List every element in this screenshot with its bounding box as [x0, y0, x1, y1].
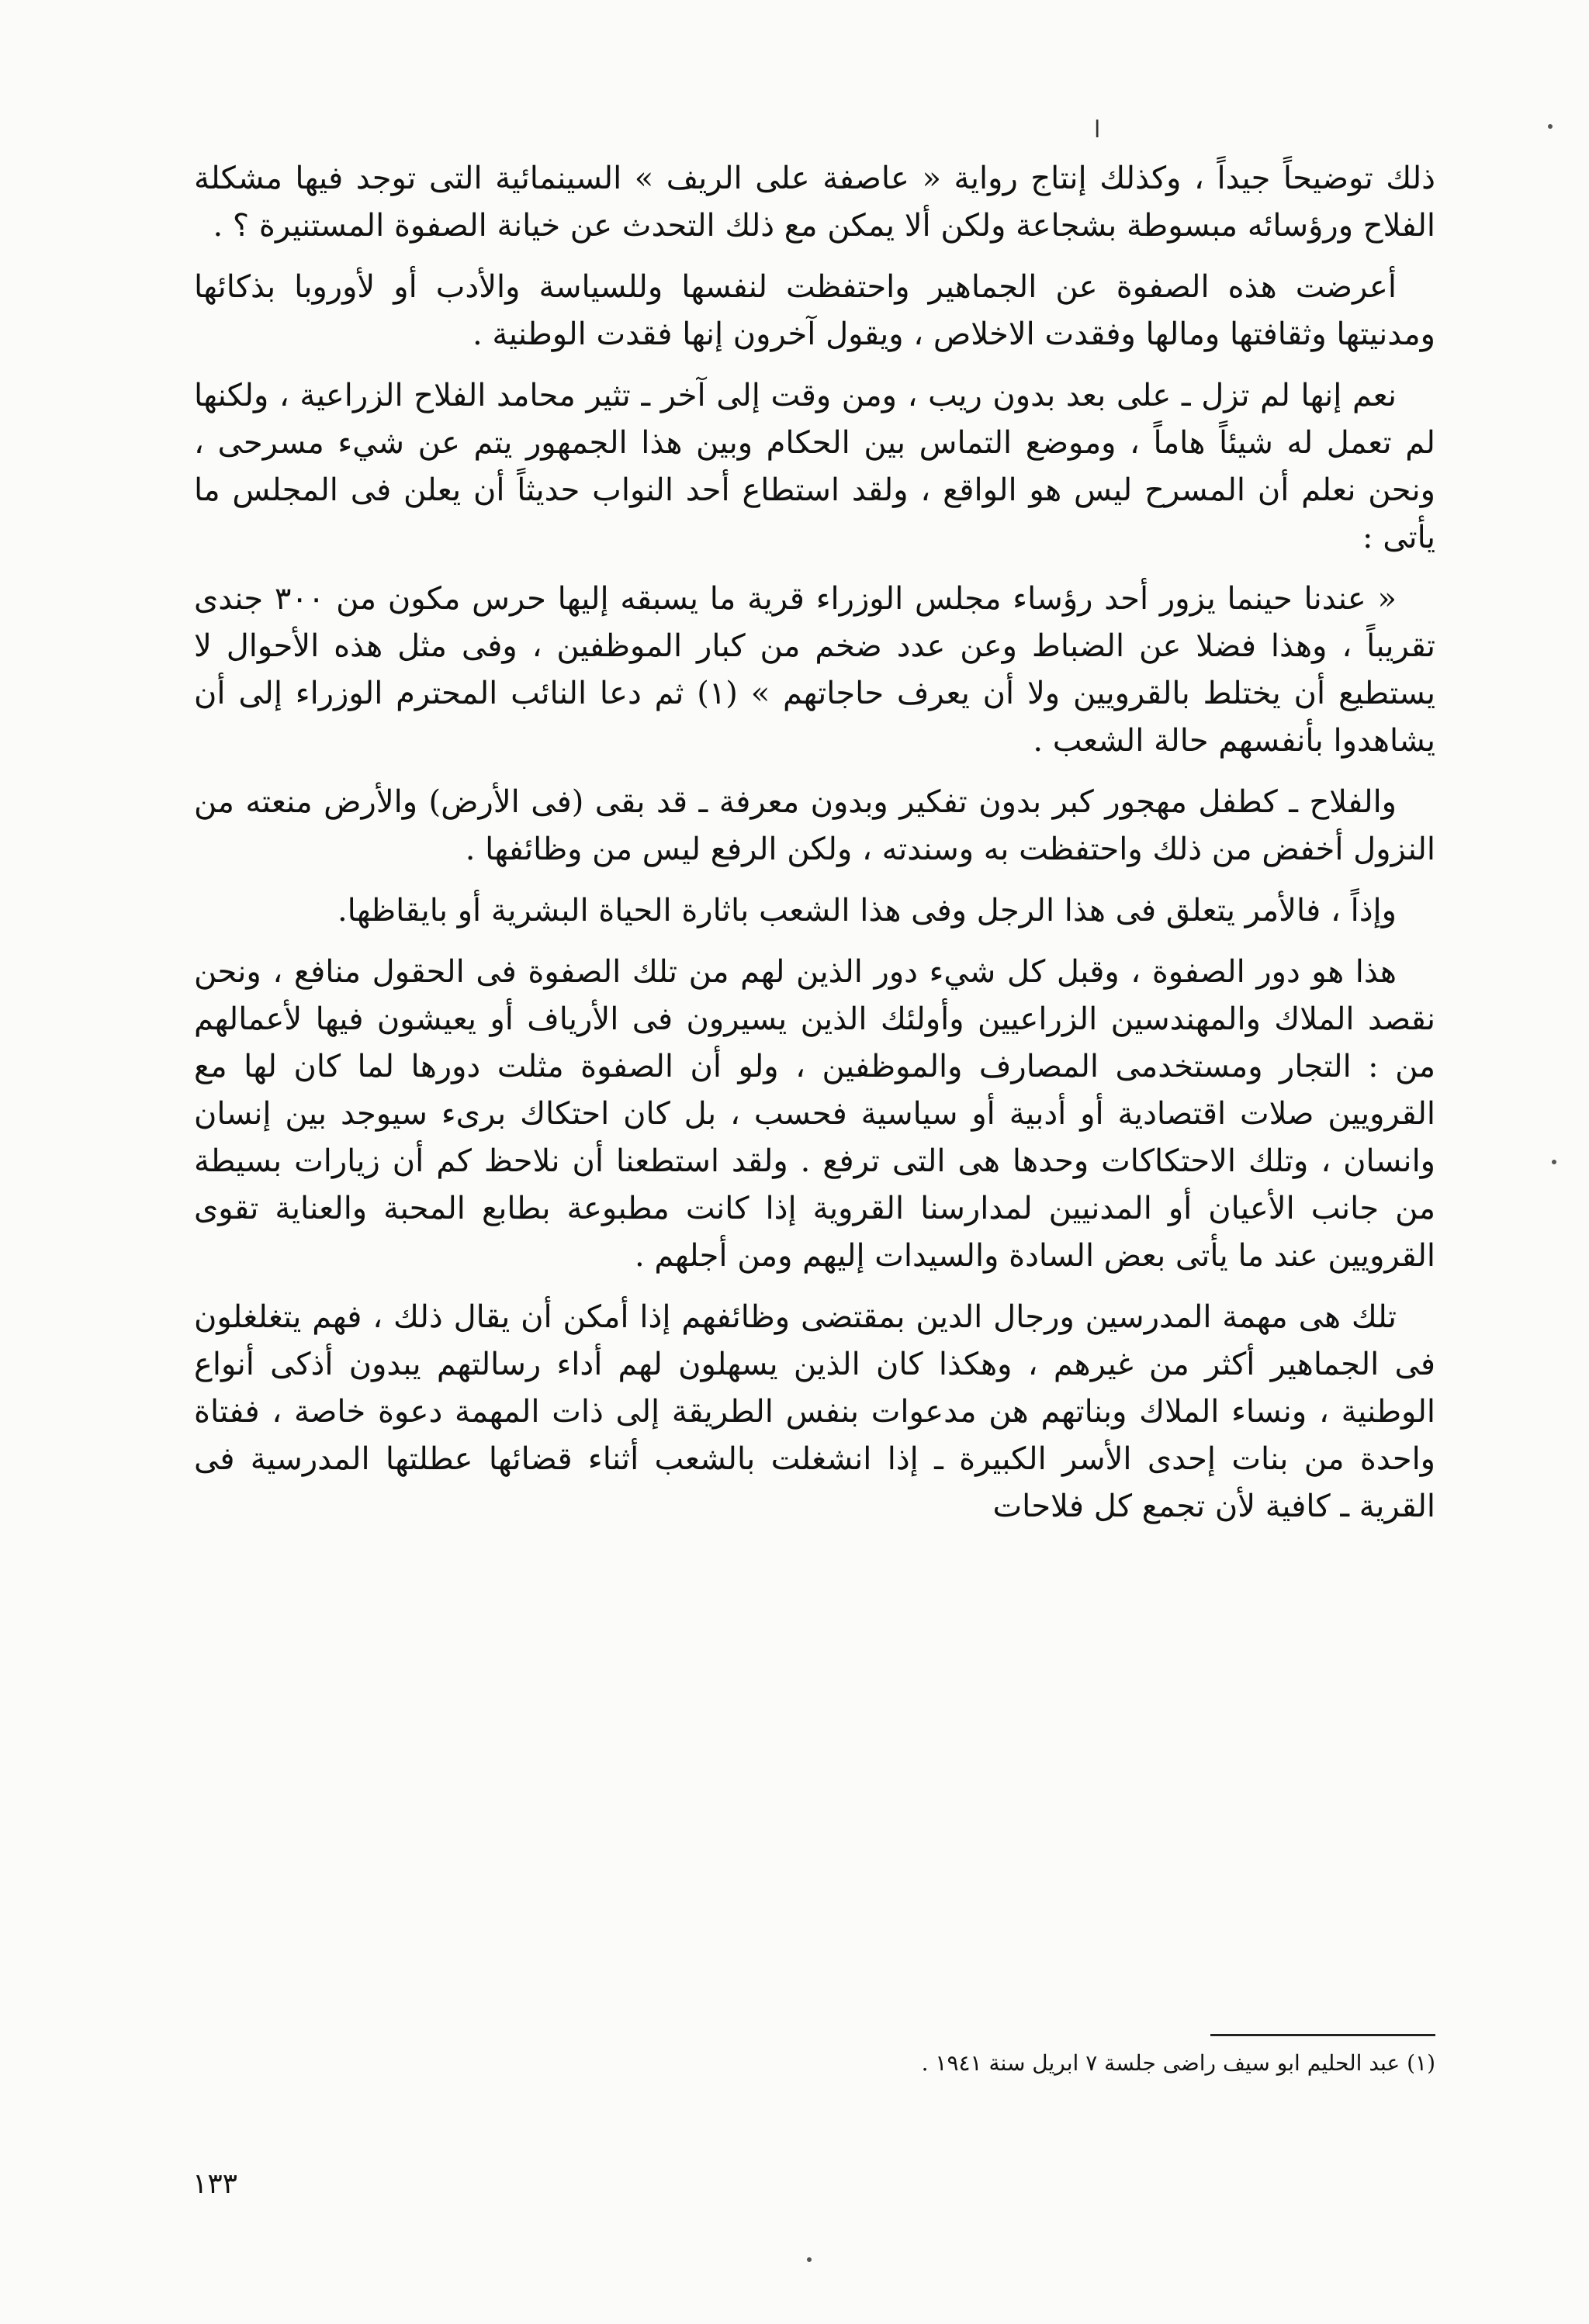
scan-speck: [807, 2257, 812, 2262]
paragraph-4-quote: « عندنا حينما يزور أحد رؤساء مجلس الوزراء قرية ما يسبقه إليها حرس مكون من ٣٠٠ جندى تقريباً ، وهذا فضلا عن الضباط وعن عدد ضخم من كبار الموظفين ، وفى مثل هذه الأحوال لا يستطيع أن يختلط بالقرويين ولا أن يعرف حاجاتهم » (١) ثم دعا النائب المحترم الوزراء إلى أن يشاهدوا بأنفسهم حالة الشعب .: [194, 581, 1436, 759]
body-text: [194, 155, 1435, 1544]
paragraph-6: وإذاً ، فالأمر يتعلق فى هذا الرجل وفى هذا الشعب باثارة الحياة البشرية أو بايقاظها.: [337, 893, 1397, 929]
page-number: ١٣٣: [192, 2168, 238, 2200]
paragraph-7: هذا هو دور الصفوة ، وقبل كل شيء دور الذين لهم من تلك الصفوة فى الحقول منافع ، ونحن نقصد الملاك والمهندسين الزراعيين وأولئك الذين يسيرون فى الأرياف أو يعيشون فيها لأعمالهم من : التجار ومستخدمى المصارف والموظفين ، ولو أن الصفوة مثلت دورها لما كان لها مع القرويين صلات اقتصادية أو أدبية أو سياسية فحسب ، بل كان احتكاك برىء سيوجد بين إنسان وانسان ، وتلك الاحتكاكات وحدها هى التى ترفع . ولقد استطعنا أن نلاحظ كم أن زيارات بسيطة من جانب الأعيان أو المدنيين لمدارسنا القروية إذا كانت مطبوعة بطابع المحبة والعناية تقوى القرويين عند ما يأتى بعض السادة والسيدات إليهم ومن أجلهم .: [194, 954, 1435, 1274]
scan-speck: [1552, 1160, 1556, 1164]
scan-speck: [1548, 124, 1553, 129]
footnote: (١) عبد الحليم ابو سيف راضى جلسة ٧ ابريل سنة ١٩٤١ .: [921, 2050, 1435, 2076]
top-mark: ا: [1094, 116, 1101, 144]
paragraph-5: والفلاح ـ كطفل مهجور كبر بدون تفكير وبدون معرفة ـ قد بقى (فى الأرض) والأرض منعته من النزول أخفض من ذلك واحتفظت به وسندته ، ولكن الرفع ليس من وظائفها .: [194, 784, 1435, 867]
paragraph-8: تلك هى مهمة المدرسين ورجال الدين بمقتضى وظائفهم إذا أمكن أن يقال ذلك ، فهم يتغلغلون فى الجماهير أكثر من غيرهم ، وهكذا كان الذين يسهلون لهم أداء رسالتهم يبدون أذكى أنواع الوطنية ، ونساء الملاك وبناتهم هن مدعوات بنفس الطريقة إلى ذات المهمة دعوة خاصة ، ففتاة واحدة من بنات إحدى الأسر الكبيرة ـ إذا انشغلت بالشعب أثناء قضائها عطلتها المدرسية فى القرية ـ كافية لأن تجمع كل فلاحات: [194, 1299, 1435, 1524]
paragraph-1: ذلك توضيحاً جيداً ، وكذلك إنتاج رواية « عاصفة على الريف » السينمائية التى توجد فيها مشكلة الفلاح ورؤسائه مبسوطة بشجاعة ولكن ألا يمكن مع ذلك التحدث عن خيانة الصفوة المستنيرة ؟ .: [194, 161, 1435, 244]
paragraph-3: نعم إنها لم تزل ـ على بعد بدون ريب ، ومن وقت إلى آخر ـ تثير محامد الفلاح الزراعية ، ولكنها لم تعمل له شيئاً هاماً ، وموضع التماس بين الحكام وبين هذا الجمهور يتم عن شيء مسرحى ، ونحن نعلم أن المسرح ليس هو الواقع ، ولقد استطاع أحد النواب حديثاً أن يعلن فى المجلس ما يأتى :: [194, 378, 1435, 555]
paragraph-2: أعرضت هذه الصفوة عن الجماهير واحتفظت لنفسها وللسياسة والأدب أو لأوروبا بذكائها ومدنيتها وثقافتها ومالها وفقدت الاخلاص ، ويقول آخرون إنها فقدت الوطنية .: [194, 269, 1435, 352]
footnote-divider: [1210, 2034, 1435, 2036]
